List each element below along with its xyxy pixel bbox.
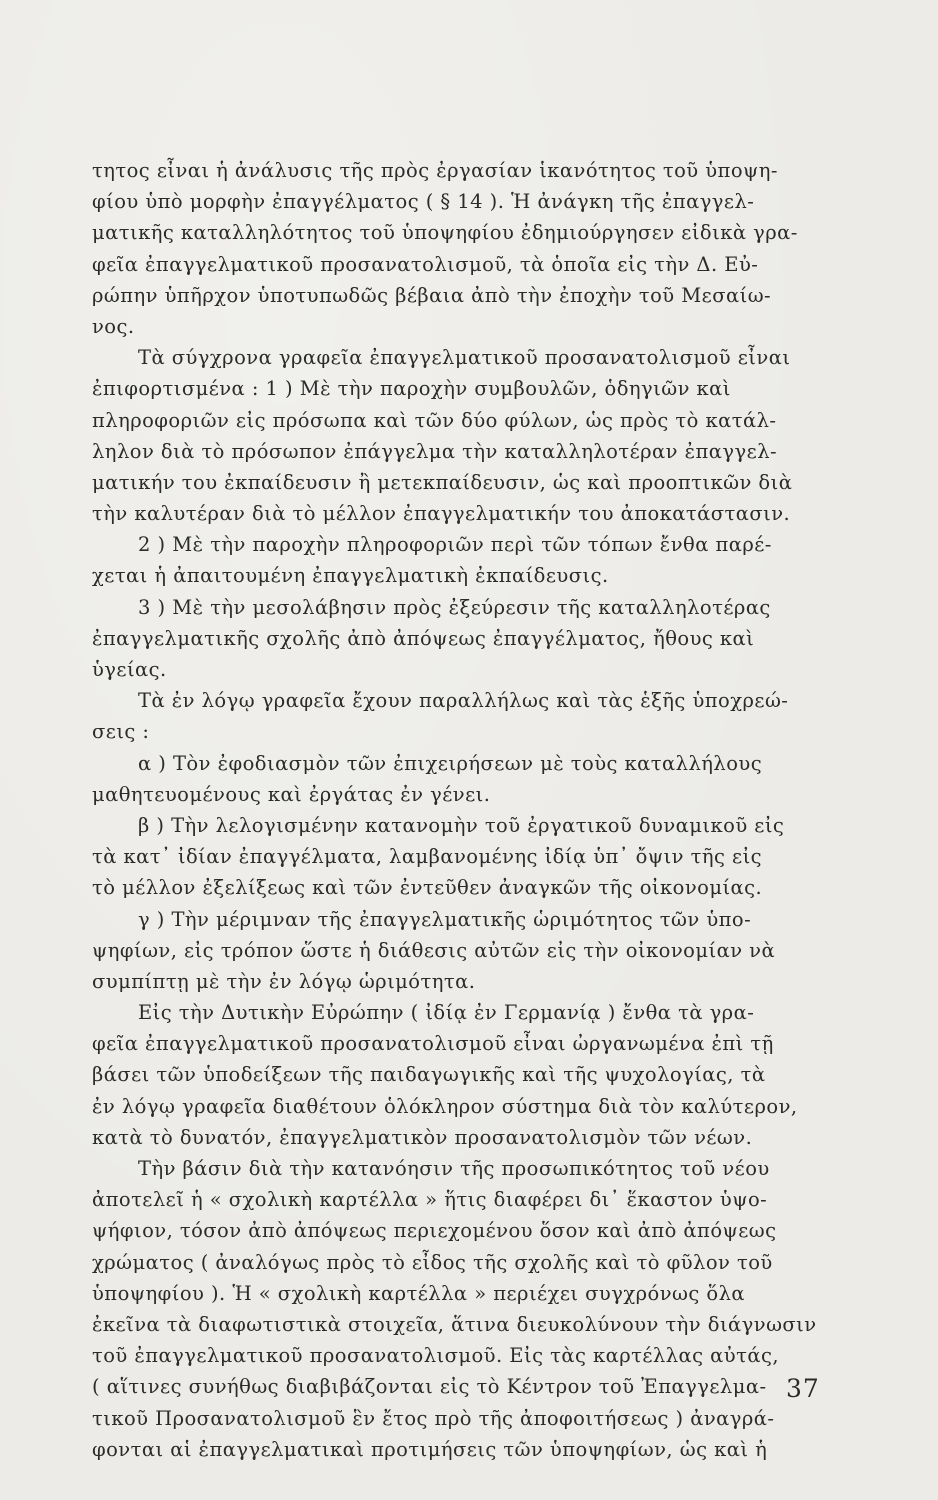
text-line: ματικήν του ἐκπαίδευσιν ἢ μετεκπαίδευσιν, ὡς καὶ προοπτικῶν διὰ [92,470,793,494]
body-text [92,155,818,1465]
paragraph-start-line: Τὴν βάσιν διὰ τὴν κατανόησιν τῆς προσωπικότητος τοῦ νέου [138,1157,770,1180]
text-line: ( αἵτινες συνήθως διαβιβάζονται εἰς τὸ Κέντρον τοῦ Ἐπαγγελμα- [92,1375,767,1399]
paragraph-start-line: Τὰ σύγχρονα γραφεῖα ἐπαγγελματικοῦ προσανατολισμοῦ εἶναι [138,346,791,370]
text-line: ψηφίων, εἰς τρόπον ὥστε ἡ διάθεσις αὐτῶν εἰς τὴν οἰκονομίαν νὰ [92,938,776,962]
paragraph-start-line: β ) Τὴν λελογισμένην κατανομὴν τοῦ ἐργατικοῦ δυναμικοῦ εἰς [138,813,785,837]
text-line: σεις : [92,720,150,744]
text-line: φονται αἱ ἐπαγγελματικαὶ προτιμήσεις τῶν ὑποψηφίων, ὡς καὶ ἡ [92,1437,768,1461]
text-line: τὰ κατ᾽ ἰδίαν ἐπαγγέλματα, λαμβανομένης ἰδίᾳ ὑπ᾽ ὄψιν τῆς εἰς [92,845,763,869]
text-line: κατὰ τὸ δυνατόν, ἐπαγγελματικὸν προσανατολισμὸν τῶν νέων. [92,1125,753,1149]
text-line: συμπίπτῃ μὲ τὴν ἐν λόγῳ ὡριμότητα. [92,969,476,993]
text-line: τικοῦ Προσανατολισμοῦ ἓν ἔτος πρὸ τῆς ἀποφοιτήσεως ) ἀναγρά- [92,1406,775,1430]
text-line: χεται ἡ ἀπαιτουμένη ἐπαγγελματικὴ ἐκπαίδευσις. [92,564,609,588]
text-line: τοῦ ἐπαγγελματικοῦ προσανατολισμοῦ. Εἰς τὰς καρτέλλας αὐτάς, [92,1344,779,1368]
page-number: 37 [786,1374,820,1403]
paragraph-start-line: α ) Τὸν ἐφοδιασμὸν τῶν ἐπιχειρήσεων μὲ τοὺς καταλλήλους [138,751,763,775]
text-line: χρώματος ( ἀναλόγως πρὸς τὸ εἶδος τῆς σχολῆς καὶ τὸ φῦλον τοῦ [92,1250,773,1274]
text-line: τὸ μέλλον ἐξελίξεως καὶ τῶν ἐντεῦθεν ἀναγκῶν τῆς οἰκονομίας. [92,876,763,900]
text-line: μαθητευομένους καὶ ἐργάτας ἐν γένει. [92,782,491,806]
text-line: ἐπιφορτισμένα : 1 ) Μὲ τὴν παροχὴν συμβουλῶν, ὁδηγιῶν καὶ [92,377,731,401]
paragraph-start-line: 3 ) Μὲ τὴν μεσολάβησιν πρὸς ἐξεύρεσιν τῆς καταλληλοτέρας [138,595,771,619]
text-line: φεῖα ἐπαγγελματικοῦ προσανατολισμοῦ, τὰ ὁποῖα εἰς τὴν Δ. Εὐ- [92,252,759,276]
paragraph-start-line: Τὰ ἐν λόγῳ γραφεῖα ἔχουν παραλλήλως καὶ τὰς ἑξῆς ὑποχρεώ- [138,689,789,713]
text-line: ληλον διὰ τὸ πρόσωπον ἐπάγγελμα τὴν καταλληλοτέραν ἐπαγγελ- [92,439,778,463]
text-line: ὑγείας. [92,658,167,681]
text-line: πληροφοριῶν εἰς πρόσωπα καὶ τῶν δύο φύλων, ὡς πρὸς τὸ κατάλ- [92,408,777,432]
paragraph-start-line: 2 ) Μὲ τὴν παροχὴν πληροφοριῶν περὶ τῶν τόπων ἔνθα παρέ- [138,533,772,557]
text-line: ψήφιον, τόσον ἀπὸ ἀπόψεως περιεχομένου ὅσον καὶ ἀπὸ ἀπόψεως [92,1219,777,1243]
text-line: ἐν λόγῳ γραφεῖα διαθέτουν ὁλόκληρον σύστημα διὰ τὸν καλύτερον, [92,1094,798,1118]
text-line: ματικῆς καταλληλότητος τοῦ ὑποψηφίου ἐδημιούργησεν εἰδικὰ γρα- [92,221,798,245]
text-line: φίου ὑπὸ μορφὴν ἐπαγγέλματος ( § 14 ). Ἡ ἀνάγκη τῆς ἐπαγγελ- [92,190,755,214]
text-line: ἐπαγγελματικῆς σχολῆς ἀπὸ ἀπόψεως ἐπαγγέλματος, ἤθους καὶ [92,626,755,650]
paragraph-start-line: γ ) Τὴν μέριμναν τῆς ἐπαγγελματικῆς ὡριμότητος τῶν ὑπο- [138,907,752,931]
text-line: βάσει τῶν ὑποδείξεων τῆς παιδαγωγικῆς καὶ τῆς ψυχολογίας, τὰ [92,1063,766,1087]
text-line: ἀποτελεῖ ἡ « σχολικὴ καρτέλλα » ἥτις διαφέρει δι᾽ ἕκαστον ὑψο- [92,1188,768,1212]
text-line: ἐκεῖνα τὰ διαφωτιστικὰ στοιχεῖα, ἅτινα διευκολύνουν τὴν διάγνωσιν [92,1312,817,1336]
text-line: ρώπην ὑπῆρχον ὑποτυπωδῶς βέβαια ἀπὸ τὴν ἐποχὴν τοῦ Μεσαίω- [92,283,772,307]
text-line: ὑποψηφίου ). Ἡ « σχολικὴ καρτέλλα » περιέχει συγχρόνως ὅλα [92,1281,745,1305]
paragraph-start-line: Εἰς τὴν Δυτικὴν Εὐρώπην ( ἰδίᾳ ἐν Γερμανίᾳ ) ἔνθα τὰ γρα- [138,1001,755,1025]
text-line: νος. [92,314,135,338]
text-line: τὴν καλυτέραν διὰ τὸ μέλλον ἐπαγγελματικήν του ἀποκατάστασιν. [92,502,791,526]
text-line: φεῖα ἐπαγγελματικοῦ προσανατολισμοῦ εἶναι ὠργανωμένα ἐπὶ τῇ [92,1032,774,1056]
text-line: τητος εἶναι ἡ ἀνάλυσις τῆς πρὸς ἐργασίαν ἱκανότητος τοῦ ὑποψη- [92,159,778,182]
